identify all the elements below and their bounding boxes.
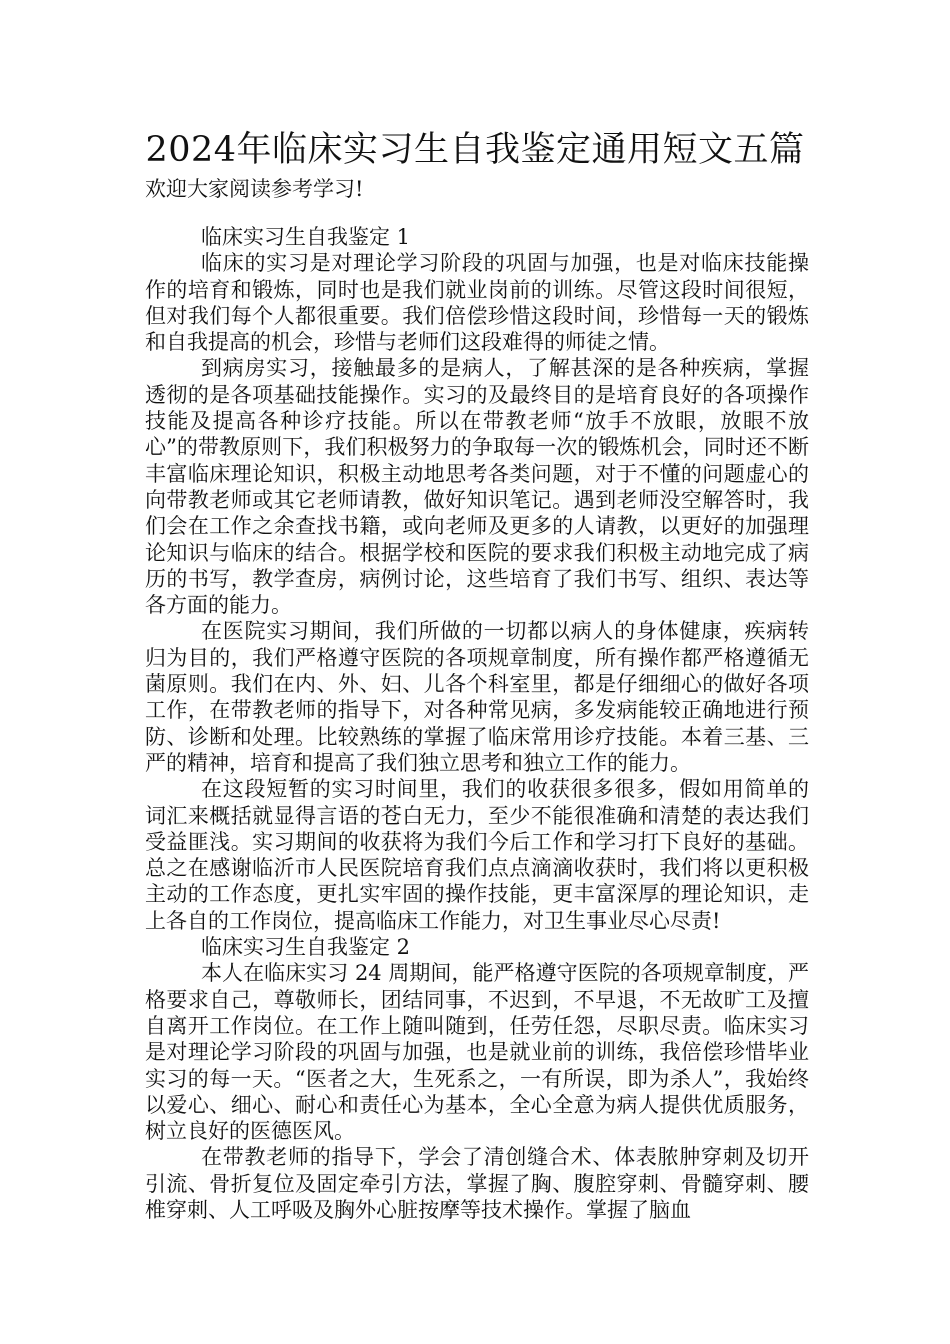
- document-title: 2024年临床实习生自我鉴定通用短文五篇: [145, 130, 805, 170]
- paragraph: 在这段短暂的实习时间里，我们的收获很多很多，假如用简单的词汇来概括就显得言语的苍白无力，至少不能很准确和清楚的表达我们受益匪浅。实习期间的收获将为我们今后工作和学习打下良好的基础。总之在感谢临沂市人民医院培育我们点点滴滴收获时，我们将以更积极主动的工作态度，更扎实牢固的操作技能，更丰富深厚的理论知识，走上各自的工作岗位，提高临床工作能力，对卫生事业尽心尽责!: [145, 777, 809, 933]
- paragraph: 在带教老师的指导下，学会了清创缝合术、体表脓肿穿刺及切开引流、骨折复位及固定牵引方法，掌握了胸、腹腔穿刺、骨髓穿刺、腰椎穿刺、人工呼吸及胸外心脏按摩等技术操作。掌握了脑血: [145, 1145, 809, 1222]
- paragraph: 到病房实习，接触最多的是病人，了解甚深的是各种疾病，掌握透彻的是各项基础技能操作。实习的及最终目的是培育良好的各项操作技能及提高各种诊疗技能。所以在带教老师“放手不放眼，放眼不放心”的带教原则下，我们积极努力的争取每一次的锻炼机会，同时还不断丰富临床理论知识，积极主动地思考各类问题，对于不懂的问题虚心的向带教老师或其它老师请教，做好知识笔记。遇到老师没空解答时，我们会在工作之余查找书籍，或向老师及更多的人请教，以更好的加强理论知识与临床的结合。根据学校和医院的要求我们积极主动地完成了病历的书写，教学查房，病例讨论，这些培育了我们书写、组织、表达等各方面的能力。: [145, 356, 809, 618]
- section-heading-2: 临床实习生自我鉴定 2: [201, 935, 411, 960]
- paragraph: 本人在临床实习 24 周期间，能严格遵守医院的各项规章制度，严格要求自己，尊敬师长，团结同事，不迟到，不早退，不无故旷工及擅自离开工作岗位。在工作上随叫随到，任劳任怨，尽职尽责。临床实习是对理论学习阶段的巩固与加强，也是就业前的训练，我倍偿珍惜毕业实习的每一天。“医者之大，生死系之，一有所误，即为杀人”，我始终以爱心、细心、耐心和责任心为基本，全心全意为病人提供优质服务，树立良好的医德医风。: [145, 961, 809, 1144]
- section-heading-1: 临床实习生自我鉴定 1: [201, 225, 411, 249]
- intro-text: 欢迎大家阅读参考学习!: [145, 177, 364, 201]
- document-body: [145, 224, 809, 1223]
- paragraph: 在医院实习期间，我们所做的一切都以病人的身体健康，疾病转归为目的，我们严格遵守医院的各项规章制度，所有操作都严格遵循无菌原则。我们在内、外、妇、儿各个科室里，都是仔细细心的做好各项工作，在带教老师的指导下，对各种常见病，多发病能较正确地进行预防、诊断和处理。比较熟练的掌握了临床常用诊疗技能。本着三基、三严的精神，培育和提高了我们独立思考和独立工作的能力。: [145, 619, 809, 775]
- paragraph: 临床的实习是对理论学习阶段的巩固与加强，也是对临床技能操作的培育和锻炼，同时也是我们就业岗前的训练。尽管这段时间很短，但对我们每个人都很重要。我们倍偿珍惜这段时间，珍惜每一天的锻炼和自我提高的机会，珍惜与老师们这段难得的师徒之情。: [145, 251, 809, 355]
